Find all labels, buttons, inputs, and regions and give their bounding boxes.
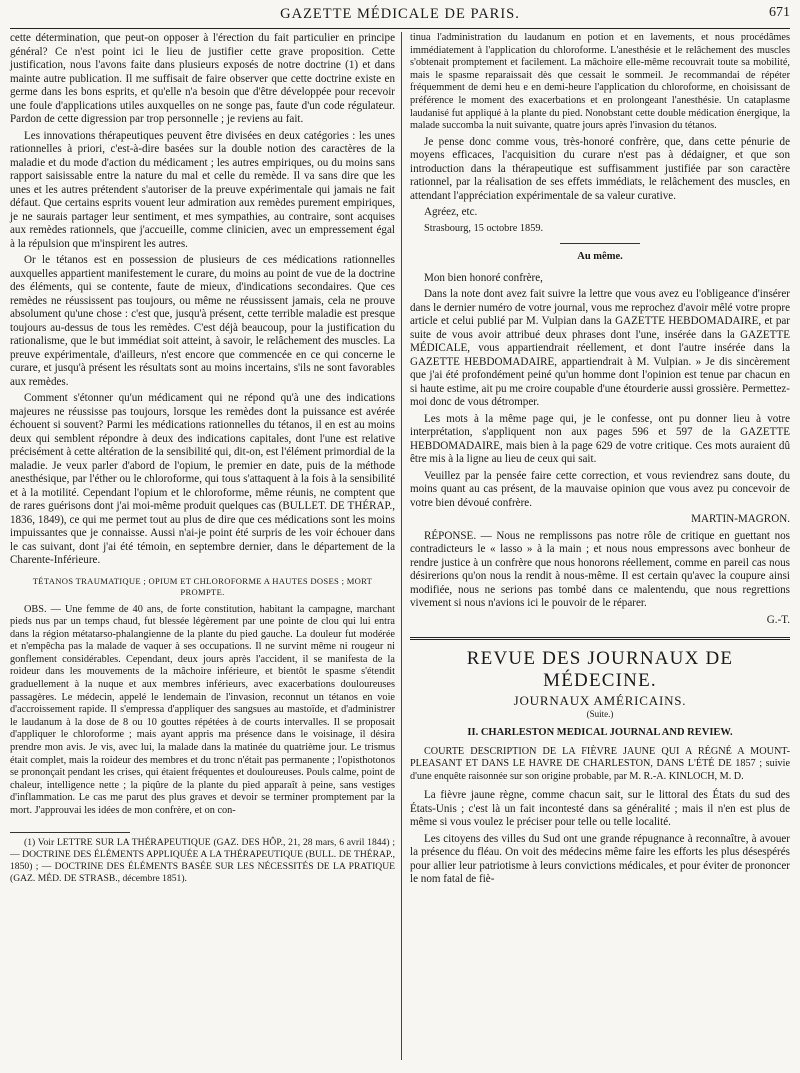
paragraph: Dans la note dont avez fait suivre la lettre que vous avez eu l'obligeance d'insérer dans le dernier numéro de votre journal, vous me reprochez d'avoir mêlé votre propre article et celui publié par M. Vulpian dans la GAZETTE HEBDOMADAIRE, et par suite de vous avoir attribué deux phrases dont l'une, insérée dans la GAZETTE MÉDICALE, vous appartiendrait réellement, et dont l'autre insérée dans la GAZETTE HEBDOMADAIRE, appartiendrait à M. Vulpian. » Je dis sincèrement que j'ai été profondément peiné qu'un homme dont l'opinion est tenue par chacun en si haute estime, ait pu me croire coupable d'une étourderie aussi grossière. Permettez-moi donc de vous détromper. bbox=[410, 288, 790, 409]
paragraph: cette détermination, que peut-on opposer à l'érection du fait particulier en principe général? Ce n'est point ici le lieu de justifier cette grave proposition. Cette justification, nous l'avons faite dans plusieurs exposés de notre doctrine (1) et dans mainte autre publication. Il me suffisait de faire observer que cette doctrine existe en germe dans les bons esprits, et qu'elle n'a besoin que d'être développée pour recevoir une foule d'applications utiles auxquelles on ne songe pas, faute d'un code régulateur. Pardon de cette digression par trop personnelle ; je reviens au fait. bbox=[10, 32, 395, 125]
paragraph: Je pense donc comme vous, très-honoré confrère, que, dans cette pénurie de moyens efficaces, l'acquisition du curare n'est pas à dédaigner, et que son introduction dans la thérapeutique est suffisamment justifiée par son caractère rationnel, par la réalisation de ses effets immédiats, le relâchement des muscles, en attendant l'appréciation expérimentale de sa valeur curative. bbox=[410, 135, 790, 202]
paragraph: Veuillez par la pensée faire cette correction, et vous reviendrez sans doute, du moins quant au cas présent, de la mauvaise opinion que vous avez pu concevoir de votre bien dévoué confrère. bbox=[410, 469, 790, 509]
initials: G.-T. bbox=[766, 613, 790, 626]
article-heading: COURTE DESCRIPTION DE LA FIÈVRE JAUNE QUI A RÉGNÉ A MOUNT-PLEASANT ET DANS LE HAVRE DE CHARLESTON, DANS L'ÉTÉ DE 1857 ; suivie d'une enquête raisonnée sur son origine probable, par M. R.-A. KINLOCH, M. D. bbox=[410, 745, 790, 782]
letter-heading: Au même. bbox=[577, 251, 623, 263]
page-number: 671 bbox=[769, 5, 790, 20]
paragraph: tinua l'administration du laudanum en potion et en lavements, et nous procédâmes immédiatement à l'application du chloroforme. L'anesthésie et le relâchement des muscles s'obtenait promptement et facilement. La mâchoire elle-même recouvrait toute sa mobilité, mais le spasme reparaissait dès que cessait le sommeil. Je recommandai de répéter fréquemment de demi heu e en demi-heure l'application du chloroforme, en choisissant de préférence le moment des exacerbations et en prolongeant l'anesthésie. Un cataplasme laudanisé fut appliqué à la plante du pied. Nonobstant cette double médication énergique, la malade succomba la nuit suivante, quatre jours après l'invasion du tétanos. bbox=[410, 32, 790, 132]
paragraph: La fièvre jaune règne, comme chacun sait, sur le littoral des États du sud des États-Unis ; c'est là un fait incontesté dans sa généralité ; mais il n'en est plus de même si vous voulez le préciser pour telle ou telle localité. bbox=[410, 789, 790, 829]
paragraph: Les citoyens des villes du Sud ont une grande répugnance à reconnaître, à avouer la présence du fléau. On voit des médecins même faire les efforts les plus désespérés pour allier leur patriotisme à leurs convictions médicales, et pour éviter de prononcer le nom fatal de fiè- bbox=[410, 832, 790, 886]
observation-paragraph: OBS. — Une femme de 40 ans, de forte constitution, habitant la campagne, marchant pieds nus par un temps chaud, fut blessée légèrement par une pointe de clou qui lui entra dans la région métatarso-phalangienne de la plante du pied gauche. La douleur fut modérée et n'empêcha pas la malade de vaquer à ses occupations. Il ne survint même ni rougeur ni gonflement considérables. Cependant, deux jours après l'accident, il se manifesta de la roideur dans les mouvements de la mâchoire inférieure, et bientôt le spasme s'étendit graduellement à la nuque et aux membres inférieurs, avec exacerbations douloureuses passagères. Le médecin, appelé le lendemain de l'invasion, reconnut un tétanos en voie d'accroissement rapide. Il s'empressa d'appliquer des sangsues au mastoïde, et d'administrer le laudanum à la dose de 8 ou 10 gouttes répétées à de courts intervalles. Il se proposait d'appliquer le chloroforme ; mais ayant appris ma présence dans le voisinage, il désira prendre mon avis. Je vis, avec lui, la malade dans la matinée du quatrième jour. Le trismus était complet, mais la roideur des membres et du tronc n'était pas permanente ; l'opisthotonos se prononçait pendant les crises, qui étaient fréquentes et douloureuses. Pouls calme, point de chaleur, intelligence nette ; la piqûre de la plante du pied apparaît à peine, sans vestiges d'inflammation. Le cas me parut des plus graves et devoir se terminer promptement par la mort. J'approuvai les idées de mon confrère, et on con- bbox=[10, 603, 395, 816]
reply-paragraph: RÉPONSE. — Nous ne remplissons pas notre rôle de critique en guettant nos contradicteurs le « lasso » à la main ; et nous nous empressons avec bonheur de rendre justice à un confrère que nous honorons réellement, comme en pareil cas nous désirerions qu'on nous la rendit à nous-même. Il est certain qu'avec la coupure ainsi modifiée, nous ne serions pas tombé dans ce malentendu, que nous regrettions vivement si nous n'avions ici le pouvoir de le réparer. bbox=[410, 529, 790, 610]
salutation: Mon bien honoré confrère, bbox=[424, 271, 543, 284]
left-column bbox=[10, 32, 395, 888]
footnote-rule bbox=[10, 832, 130, 833]
footnote: (1) Voir LETTRE SUR LA THÉRAPEUTIQUE (GAZ. DES HÔP., 21, 28 mars, 6 avril 1844) ; — DOCTRINE DES ÉLÉMENTS APPLIQUÉE A LA THÉRAPEUTIQUE (BULL. DE THÉRAP., 1850) ; — DOCTRINE DES ÉLÉMENTS BASÉE SUR LES NÉCESSITÉS DE LA PRATIQUE (GAZ. MÉD. DE STRASB., décembre 1851). bbox=[10, 836, 395, 884]
review-suite: (Suite.) bbox=[586, 708, 614, 719]
running-header bbox=[10, 0, 790, 29]
closing: Agréez, etc. bbox=[424, 206, 478, 219]
dateline: Strasbourg, 15 octobre 1859. bbox=[424, 222, 544, 234]
paragraph: Les innovations thérapeutiques peuvent être divisées en deux catégories : les unes rationnelles à priori, c'est-à-dire basées sur la double notion des caractères de la maladie et du mode d'action du médicament ; les autres empiriques, ou du moins sans rapport saisissable entre la nature du mal et celle du remède. Il va sans dire que les unes et les autres prétendent s'autoriser de la preuve expérimentale qui jamais ne fait défaut. Que certains esprits vouent leur admiration aux remèdes purement empiriques, je ne saurais partager leur sentiment, et mes sympathies, au contraire, sont acquises aux remèdes rationnels, que j'accueille, comme clinicien, avec un empressement égal à la répulsion que m'inspirent les autres. bbox=[10, 129, 395, 250]
paragraph: Les mots à la même page qui, je le confesse, ont pu donner lieu à votre interprétation, s'appliquent non aux pages 596 et 597 de la GAZETTE HEBDOMADAIRE, mais bien à la page 629 de votre critique. Ces mots auraient dû être mis à la ligne au lieu de ceux qui sait. bbox=[410, 412, 790, 466]
paragraph: Comment s'étonner qu'un médicament qui ne répond qu'à une des indications majeures ne réussisse pas toujours, lorsque les remèdes dont la puissance est avérée échouent si souvent? Parmi les médications rationnelles du tétanos, il en est au moins deux qui semblent répondre à deux des indications capitales, dont l'une est relative précisément à cette altération de la sensibilité qui, dit-on, est l'élément primordial de la maladie. Je veux parler d'abord de l'opium, le premier en date, puis de la méthode anesthésique, par l'éther ou le chloroforme, qui tous s'attaquent à la fois à la sensibilité et à la motilité. Cependant l'opium et le chloroforme, même réunis, ne comptent que de rares guérisons dont j'ai moi-même produit quelques cas (BULLET. DE THÉRAP., 1836, 1849), ce qui me permet tout au plus de dire que ces médications sont les moins impuissantes que je connaisse. Aussi n'ai-je point été surpris de les voir échouer dans le cas suivant, dont j'ai été témoin, en septembre dernier, dans le département de la Charente-Inférieure. bbox=[10, 392, 395, 566]
paragraph: Or le tétanos est en possession de plusieurs de ces médications rationnelles auxquelles appartient manifestement le curare, du moins au point de vue de la doctrine des éléments, qui se contente, faute de mieux, d'indications secondaires. Que ces remèdes ne réussissent pas toujours, ou même ne réussissent jamais, cela ne prouve absolument qu'une chose : c'est que, jusqu'à présent, cette terrible maladie est presque toujours au-dessus de tous les remèdes. C'est déjà beaucoup, pour la justification du rationalisme, que le but immédiat soit atteint, à savoir, le relâchement des muscles. La preuve expérimentale, d'ailleurs, n'est encore que commencée en ce qui concerne le curare, et jusqu'à présent les résultats sont au moins incertains, s'ils ne sont favorables aux remèdes. bbox=[10, 254, 395, 388]
separator-rule bbox=[560, 243, 640, 244]
column-divider bbox=[401, 32, 402, 1060]
review-title: REVUE DES JOURNAUX DE MÉDECINE. bbox=[466, 648, 734, 692]
right-column bbox=[410, 32, 790, 890]
signature: MARTIN-MAGRON. bbox=[691, 513, 790, 526]
review-subtitle: JOURNAUX AMÉRICAINS. bbox=[513, 693, 687, 709]
journal-title: GAZETTE MÉDICALE DE PARIS. bbox=[280, 6, 520, 22]
case-heading: TÉTANOS TRAUMATIQUE ; OPIUM ET CHLOROFORME A HAUTES DOSES ; MORT PROMPTE. bbox=[32, 575, 373, 597]
section-rule bbox=[410, 637, 790, 640]
journal-heading: II. CHARLESTON MEDICAL JOURNAL AND REVIEW. bbox=[467, 727, 733, 739]
